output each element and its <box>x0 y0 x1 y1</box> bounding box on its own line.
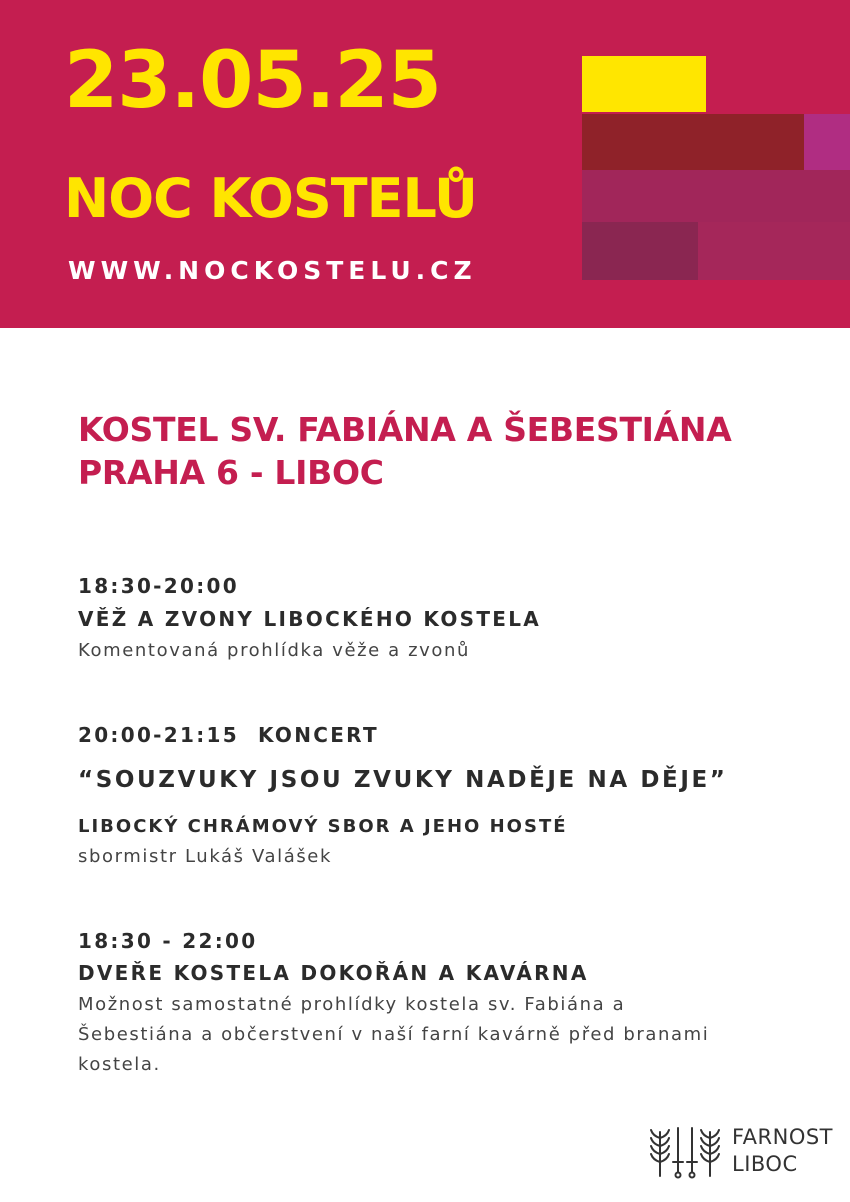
program-3-description-line: Možnost samostatné prohlídky kostela sv. Fabiána a <box>78 994 626 1015</box>
parish-name <box>732 1124 833 1178</box>
program-3-title: DVEŘE KOSTELA DOKOŘÁN A KAVÁRNA <box>78 961 589 985</box>
event-name: NOC KOSTELŮ <box>64 167 477 230</box>
header-banner <box>0 0 850 328</box>
program-1-title: VĚŽ A ZVONY LIBOCKÉHO KOSTELA <box>78 607 542 631</box>
program-2-title: “SOUZVUKY JSOU ZVUKY NADĚJE NA DĚJE” <box>78 767 728 793</box>
decorative-block-crimson <box>582 170 850 222</box>
decorative-block-plum <box>582 222 698 280</box>
decorative-block-magenta <box>804 114 850 170</box>
decorative-block-yellow <box>582 56 706 112</box>
church-location: PRAHA 6 - LIBOC <box>78 453 384 492</box>
program-3-description-line: Šebestiána a občerstvení v naší farní kavárně před branami <box>78 1024 710 1045</box>
church-title <box>78 408 838 494</box>
wheat-and-sword-icon <box>646 1124 726 1180</box>
decorative-block-dark-red <box>582 114 804 170</box>
program-3-time: 18:30 - 22:00 <box>78 929 258 953</box>
website-link[interactable]: WWW.NOCKOSTELU.CZ <box>68 256 477 285</box>
decorative-block-rose <box>698 222 850 280</box>
event-date: 23.05.25 <box>64 36 441 126</box>
program-2-time: 20:00-21:15 <box>78 723 239 747</box>
program-1-time: 18:30-20:00 <box>78 574 239 598</box>
parish-name-line1: FARNOST <box>732 1125 834 1149</box>
church-name: KOSTEL SV. FABIÁNA A ŠEBESTIÁNA <box>78 410 732 449</box>
parish-logo <box>646 1122 836 1182</box>
program-2-description: sbormistr Lukáš Valášek <box>78 846 333 867</box>
program-2-performer: LIBOCKÝ CHRÁMOVÝ SBOR A JEHO HOSTÉ <box>78 816 568 837</box>
program-3-description <box>78 990 778 1080</box>
parish-name-line2: LIBOC <box>732 1152 798 1176</box>
program-2-label: KONCERT <box>258 723 379 747</box>
program-3-description-line: kostela. <box>78 1054 161 1075</box>
program-1-description: Komentovaná prohlídka věže a zvonů <box>78 640 471 661</box>
